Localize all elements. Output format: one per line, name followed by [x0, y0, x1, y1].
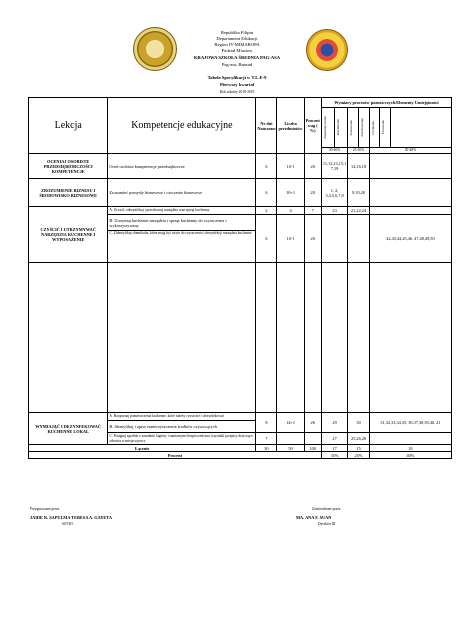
g3-4c: 25,26,28 — [348, 433, 370, 445]
procent-label: Procent — [29, 452, 322, 459]
header-line4: Podział Miastow — [221, 48, 253, 53]
items-3a: 4 — [277, 207, 304, 215]
table-row — [29, 413, 452, 421]
col-lekcja: Lekcja — [29, 98, 108, 154]
items-4: 14+1 — [277, 413, 304, 433]
header-school-name: KRAJOWA SZKOŁA ŚREDNIA PAG-ASA — [193, 55, 281, 60]
g2-3a: 21,22,24 — [348, 207, 370, 215]
header-line3: Region IV-MIMAROPA — [214, 42, 260, 47]
pct-2: 20 — [304, 179, 321, 207]
cog-level-analyze: Analizowanie — [359, 108, 370, 148]
col-cognitive-dimensions: Wymiary procesów poznawczych/Elementy Umiejętności — [321, 98, 451, 108]
prepared-by-label: Przygotowane przez — [30, 507, 60, 511]
total-g2: 15 — [348, 445, 370, 452]
total-label: Łącznie — [29, 445, 256, 452]
noted-by-name: MA. ANA F. SUAN — [296, 515, 332, 520]
prepared-by-role: SST-III — [62, 522, 73, 526]
total-row — [29, 445, 452, 452]
lesson-3: CZYŚCIĆ I UTRZYMYWAĆ NARZĘDZIA KUCHENNE I WYPOSAŻENIE — [29, 207, 108, 263]
procent-g1: 35% — [321, 452, 347, 459]
cog-level-remember: Zapamiętywanie — [321, 108, 334, 148]
pct-group-2: 25-30% — [348, 148, 370, 154]
g2-4: 29 — [321, 413, 347, 433]
noted-by-label: Zatwierdzone przez — [312, 507, 341, 511]
table-gap-row — [29, 263, 452, 413]
g3b-4: 31,32,33,34,35, 36,37,38,39,40, 41 — [369, 413, 451, 433]
competency-4b: B. Identyfikuj i opisz zanieczyszczenia środków czyszczących — [108, 421, 256, 433]
pct-group-3: 30-40% — [369, 148, 451, 154]
doc-quarter: Pierwszy kwartał — [219, 82, 255, 87]
header-line1: Republika Filipin — [220, 30, 254, 35]
pct-1: 20 — [304, 154, 321, 179]
lesson-2: ZROZUMIENIE BIZNESU I ŚRODOWISKO BIZNESOWE — [29, 179, 108, 207]
days-4c: 7 — [256, 433, 277, 445]
header-line2: Departament Edukacji — [216, 36, 258, 41]
total-pct: 100 — [304, 445, 321, 452]
procent-g2: 25% — [348, 452, 370, 459]
g2-1: 14,16,18 — [348, 154, 370, 179]
days-3a: 2 — [256, 207, 277, 215]
days-3b: 6 — [256, 215, 277, 263]
days-2: 6 — [256, 179, 277, 207]
total-items: 50 — [277, 445, 304, 452]
items-1: 10-1 — [277, 154, 304, 179]
items-3b: 10-1 — [277, 215, 304, 263]
total-g1: 17 — [321, 445, 347, 452]
g2-2: 9,10,20 — [348, 179, 370, 207]
cog-level-create: Tworzenie — [380, 108, 391, 148]
items-2: 10+1 — [277, 179, 304, 207]
table-row — [29, 154, 452, 179]
col-percent: Procent wag ( %) — [304, 98, 321, 154]
days-1: 6 — [256, 154, 277, 179]
total-days: 30 — [256, 445, 277, 452]
specification-table — [28, 97, 452, 459]
competency-2: Zrozumieć pomysły biznesowe i otoczenie biznesowe — [108, 179, 256, 207]
days-4: 8 — [256, 413, 277, 433]
pct-4: 26 — [304, 413, 321, 433]
prepared-by-names: JAIDE R. SAPULMA TERESA A. GAYETA — [30, 515, 112, 520]
competency-4a: A. Rozpoznaj pomieszczenia kuchenne, które należy czyszczeć i dezynfekować — [108, 413, 256, 421]
percent-row — [29, 452, 452, 459]
competency-1: Oceń osobiste kompetencje przedsiębiorcze — [108, 154, 256, 179]
lesson-4: WYMIAJĄĆ I DEZYNFEKOWAĆ KUCHENNE LOKAL — [29, 413, 108, 445]
noted-by-role: Dyrektor III — [318, 522, 336, 526]
col-items: Liczba przedmiotów — [277, 98, 304, 154]
cog-level-evaluate: Ocenianie — [369, 108, 380, 148]
g1-3a: 23 — [321, 207, 347, 215]
lesson-1: OCENIAJ OSOBISTE PRZEDSIĘBIORCZOŚCI KOMPETENCJE — [29, 154, 108, 179]
doc-school-year: Rok szkolny 2018-2019 — [219, 90, 255, 94]
cog-level-apply: Stosowanie — [348, 108, 359, 148]
doc-title: Tabela Specyfikacji w T.L.E-9 — [207, 75, 267, 80]
g1-1: 11,12,13,15,1 7,19 — [321, 154, 347, 179]
g2-4c: 27 — [321, 433, 347, 445]
header-location: Pag-asa, Bansud — [221, 62, 253, 67]
competency-3a: A. Oczyść, zdezynfekuj i przechowuj narzędzia oraz sprzęt kuchenny — [108, 207, 256, 215]
pct-3b: 20 — [304, 215, 321, 263]
competency-4c: C. Postępuj zgodnie z zasadami higieny i sanitarnymi bezpieczeństwa (czynniki przepisy dotyczące zdrowia w miejscu pracy — [108, 433, 256, 445]
g1-2: 1, 2, 3,4,5,6,7,8 — [321, 179, 347, 207]
pct-3a: 7 — [304, 207, 321, 215]
total-g3: 18 — [369, 445, 451, 452]
table-row — [29, 207, 452, 215]
competency-3c: C. Zidentyfikuj chemikalia, które mają być użyte do czyszczenia i dezynfekcji narzędzia kuchenne — [108, 231, 256, 263]
cog-level-understand: Rozumienie — [335, 108, 348, 148]
procent-g3: 40% — [369, 452, 451, 459]
g3a-4: 30 — [348, 413, 370, 433]
col-days: Nr dni Nauczono — [256, 98, 277, 154]
pct-group-1: 30-40% — [321, 148, 347, 154]
col-kompetencje: Kompetencje edukacyjne — [108, 98, 256, 154]
g3-3b: 42,43,44,45,46, 47,48,49,50 — [369, 215, 451, 263]
table-row — [29, 179, 452, 207]
competency-3b: B. Utrzymuj kuchenne narzędzia i sprzęt kuchenny do czyszczenia i wykorzystywany — [108, 215, 256, 231]
